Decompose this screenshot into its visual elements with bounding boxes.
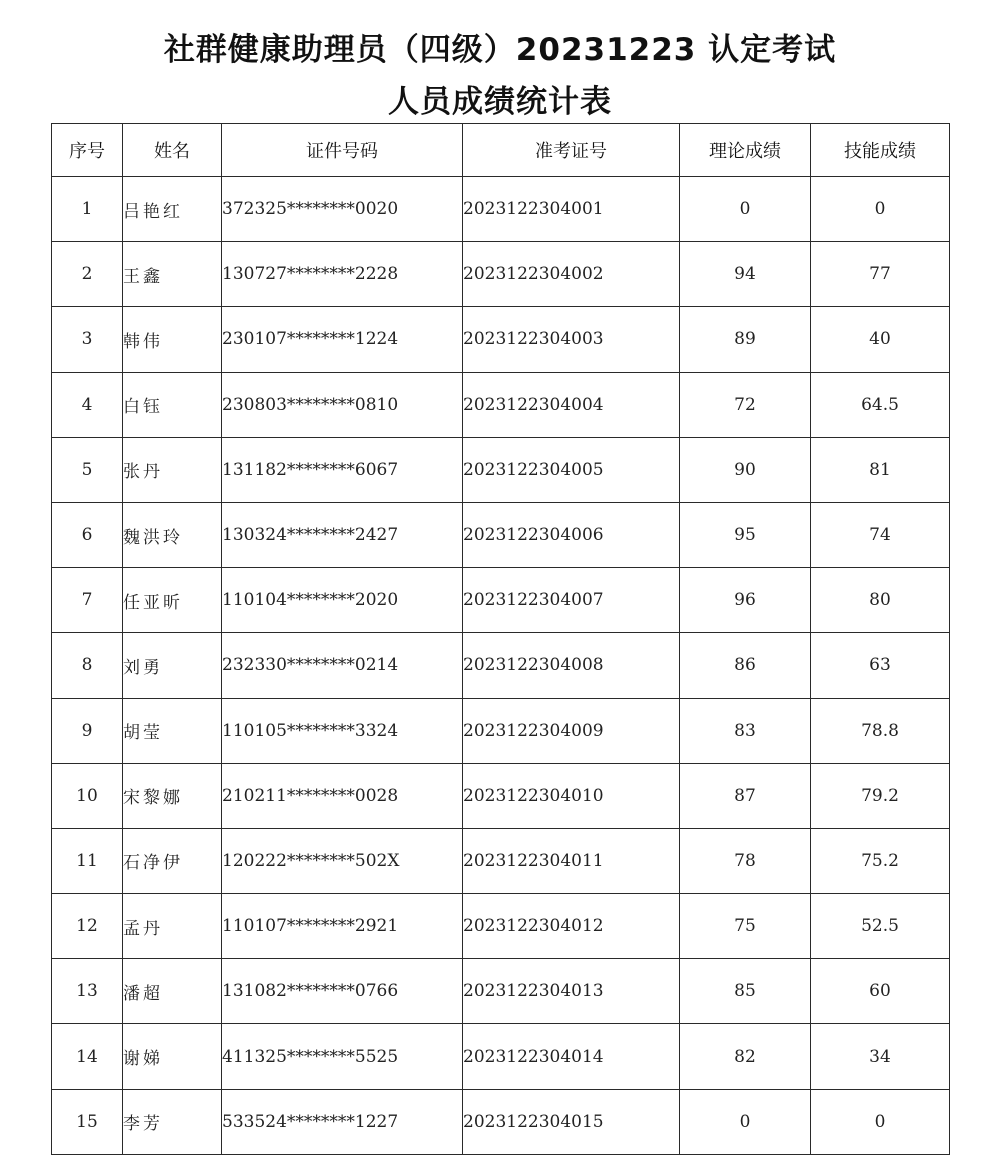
cell-id-number: 372325********0020 (222, 177, 463, 242)
cell-theory-score: 72 (680, 372, 811, 437)
cell-ticket-number: 2023122304012 (463, 894, 680, 959)
cell-no: 7 (52, 568, 123, 633)
column-header-ticket-number: 准考证号 (463, 124, 680, 177)
cell-theory-score: 83 (680, 698, 811, 763)
table-row (52, 242, 950, 307)
table-row (52, 502, 950, 567)
cell-ticket-number: 2023122304003 (463, 307, 680, 372)
cell-skill-score: 80 (811, 568, 950, 633)
table-row (52, 177, 950, 242)
document-title: 社群健康助理员（四级）20231223 认定考试 (163, 32, 837, 68)
document-subtitle: 人员成绩统计表 (388, 84, 612, 120)
cell-no: 8 (52, 633, 123, 698)
cell-id-number: 130727********2228 (222, 242, 463, 307)
cell-id-number: 110104********2020 (222, 568, 463, 633)
table-row (52, 1024, 950, 1089)
column-header-name: 姓名 (123, 124, 222, 177)
score-table (51, 123, 950, 1155)
table-row (52, 959, 950, 1024)
table-row (52, 633, 950, 698)
cell-ticket-number: 2023122304001 (463, 177, 680, 242)
cell-name: 吕艳红 (123, 177, 222, 242)
column-header-theory-score: 理论成绩 (680, 124, 811, 177)
cell-id-number: 210211********0028 (222, 763, 463, 828)
column-header-no: 序号 (52, 124, 123, 177)
cell-ticket-number: 2023122304013 (463, 959, 680, 1024)
cell-theory-score: 0 (680, 1089, 811, 1154)
cell-name: 任亚昕 (123, 568, 222, 633)
cell-id-number: 230803********0810 (222, 372, 463, 437)
table-row (52, 698, 950, 763)
cell-skill-score: 77 (811, 242, 950, 307)
cell-no: 15 (52, 1089, 123, 1154)
cell-name: 刘勇 (123, 633, 222, 698)
cell-id-number: 533524********1227 (222, 1089, 463, 1154)
cell-no: 5 (52, 437, 123, 502)
cell-id-number: 110107********2921 (222, 894, 463, 959)
table-row (52, 437, 950, 502)
cell-skill-score: 63 (811, 633, 950, 698)
cell-theory-score: 96 (680, 568, 811, 633)
cell-id-number: 131182********6067 (222, 437, 463, 502)
cell-skill-score: 34 (811, 1024, 950, 1089)
cell-skill-score: 79.2 (811, 763, 950, 828)
column-header-skill-score: 技能成绩 (811, 124, 950, 177)
table-row (52, 372, 950, 437)
cell-no: 6 (52, 502, 123, 567)
cell-skill-score: 0 (811, 177, 950, 242)
cell-no: 11 (52, 828, 123, 893)
cell-theory-score: 89 (680, 307, 811, 372)
cell-name: 李芳 (123, 1089, 222, 1154)
cell-ticket-number: 2023122304009 (463, 698, 680, 763)
cell-skill-score: 40 (811, 307, 950, 372)
cell-skill-score: 78.8 (811, 698, 950, 763)
cell-theory-score: 90 (680, 437, 811, 502)
cell-no: 13 (52, 959, 123, 1024)
cell-no: 10 (52, 763, 123, 828)
cell-theory-score: 0 (680, 177, 811, 242)
cell-ticket-number: 2023122304008 (463, 633, 680, 698)
cell-name: 韩伟 (123, 307, 222, 372)
cell-theory-score: 75 (680, 894, 811, 959)
cell-theory-score: 82 (680, 1024, 811, 1089)
table-header-row (52, 124, 950, 177)
cell-skill-score: 75.2 (811, 828, 950, 893)
cell-skill-score: 64.5 (811, 372, 950, 437)
cell-ticket-number: 2023122304004 (463, 372, 680, 437)
cell-ticket-number: 2023122304007 (463, 568, 680, 633)
cell-id-number: 232330********0214 (222, 633, 463, 698)
table-row (52, 828, 950, 893)
cell-ticket-number: 2023122304011 (463, 828, 680, 893)
cell-name: 张丹 (123, 437, 222, 502)
table-row (52, 763, 950, 828)
cell-name: 胡莹 (123, 698, 222, 763)
cell-theory-score: 94 (680, 242, 811, 307)
cell-id-number: 131082********0766 (222, 959, 463, 1024)
cell-id-number: 230107********1224 (222, 307, 463, 372)
cell-name: 魏洪玲 (123, 502, 222, 567)
cell-theory-score: 85 (680, 959, 811, 1024)
cell-id-number: 120222********502X (222, 828, 463, 893)
cell-no: 1 (52, 177, 123, 242)
table-row (52, 894, 950, 959)
table-row (52, 307, 950, 372)
cell-name: 白钰 (123, 372, 222, 437)
table-body (52, 177, 950, 1155)
cell-ticket-number: 2023122304010 (463, 763, 680, 828)
cell-ticket-number: 2023122304015 (463, 1089, 680, 1154)
cell-ticket-number: 2023122304002 (463, 242, 680, 307)
cell-id-number: 411325********5525 (222, 1024, 463, 1089)
cell-skill-score: 74 (811, 502, 950, 567)
cell-skill-score: 0 (811, 1089, 950, 1154)
cell-skill-score: 52.5 (811, 894, 950, 959)
cell-no: 3 (52, 307, 123, 372)
cell-no: 9 (52, 698, 123, 763)
cell-id-number: 130324********2427 (222, 502, 463, 567)
cell-id-number: 110105********3324 (222, 698, 463, 763)
cell-theory-score: 78 (680, 828, 811, 893)
column-header-id-number: 证件号码 (222, 124, 463, 177)
cell-no: 14 (52, 1024, 123, 1089)
cell-skill-score: 81 (811, 437, 950, 502)
cell-name: 石净伊 (123, 828, 222, 893)
cell-no: 2 (52, 242, 123, 307)
cell-name: 潘超 (123, 959, 222, 1024)
cell-skill-score: 60 (811, 959, 950, 1024)
cell-ticket-number: 2023122304006 (463, 502, 680, 567)
cell-no: 4 (52, 372, 123, 437)
cell-theory-score: 87 (680, 763, 811, 828)
cell-ticket-number: 2023122304005 (463, 437, 680, 502)
cell-name: 孟丹 (123, 894, 222, 959)
cell-name: 谢娣 (123, 1024, 222, 1089)
cell-name: 宋黎娜 (123, 763, 222, 828)
table-row (52, 568, 950, 633)
table-row (52, 1089, 950, 1154)
cell-ticket-number: 2023122304014 (463, 1024, 680, 1089)
cell-theory-score: 95 (680, 502, 811, 567)
cell-theory-score: 86 (680, 633, 811, 698)
cell-name: 王鑫 (123, 242, 222, 307)
cell-no: 12 (52, 894, 123, 959)
